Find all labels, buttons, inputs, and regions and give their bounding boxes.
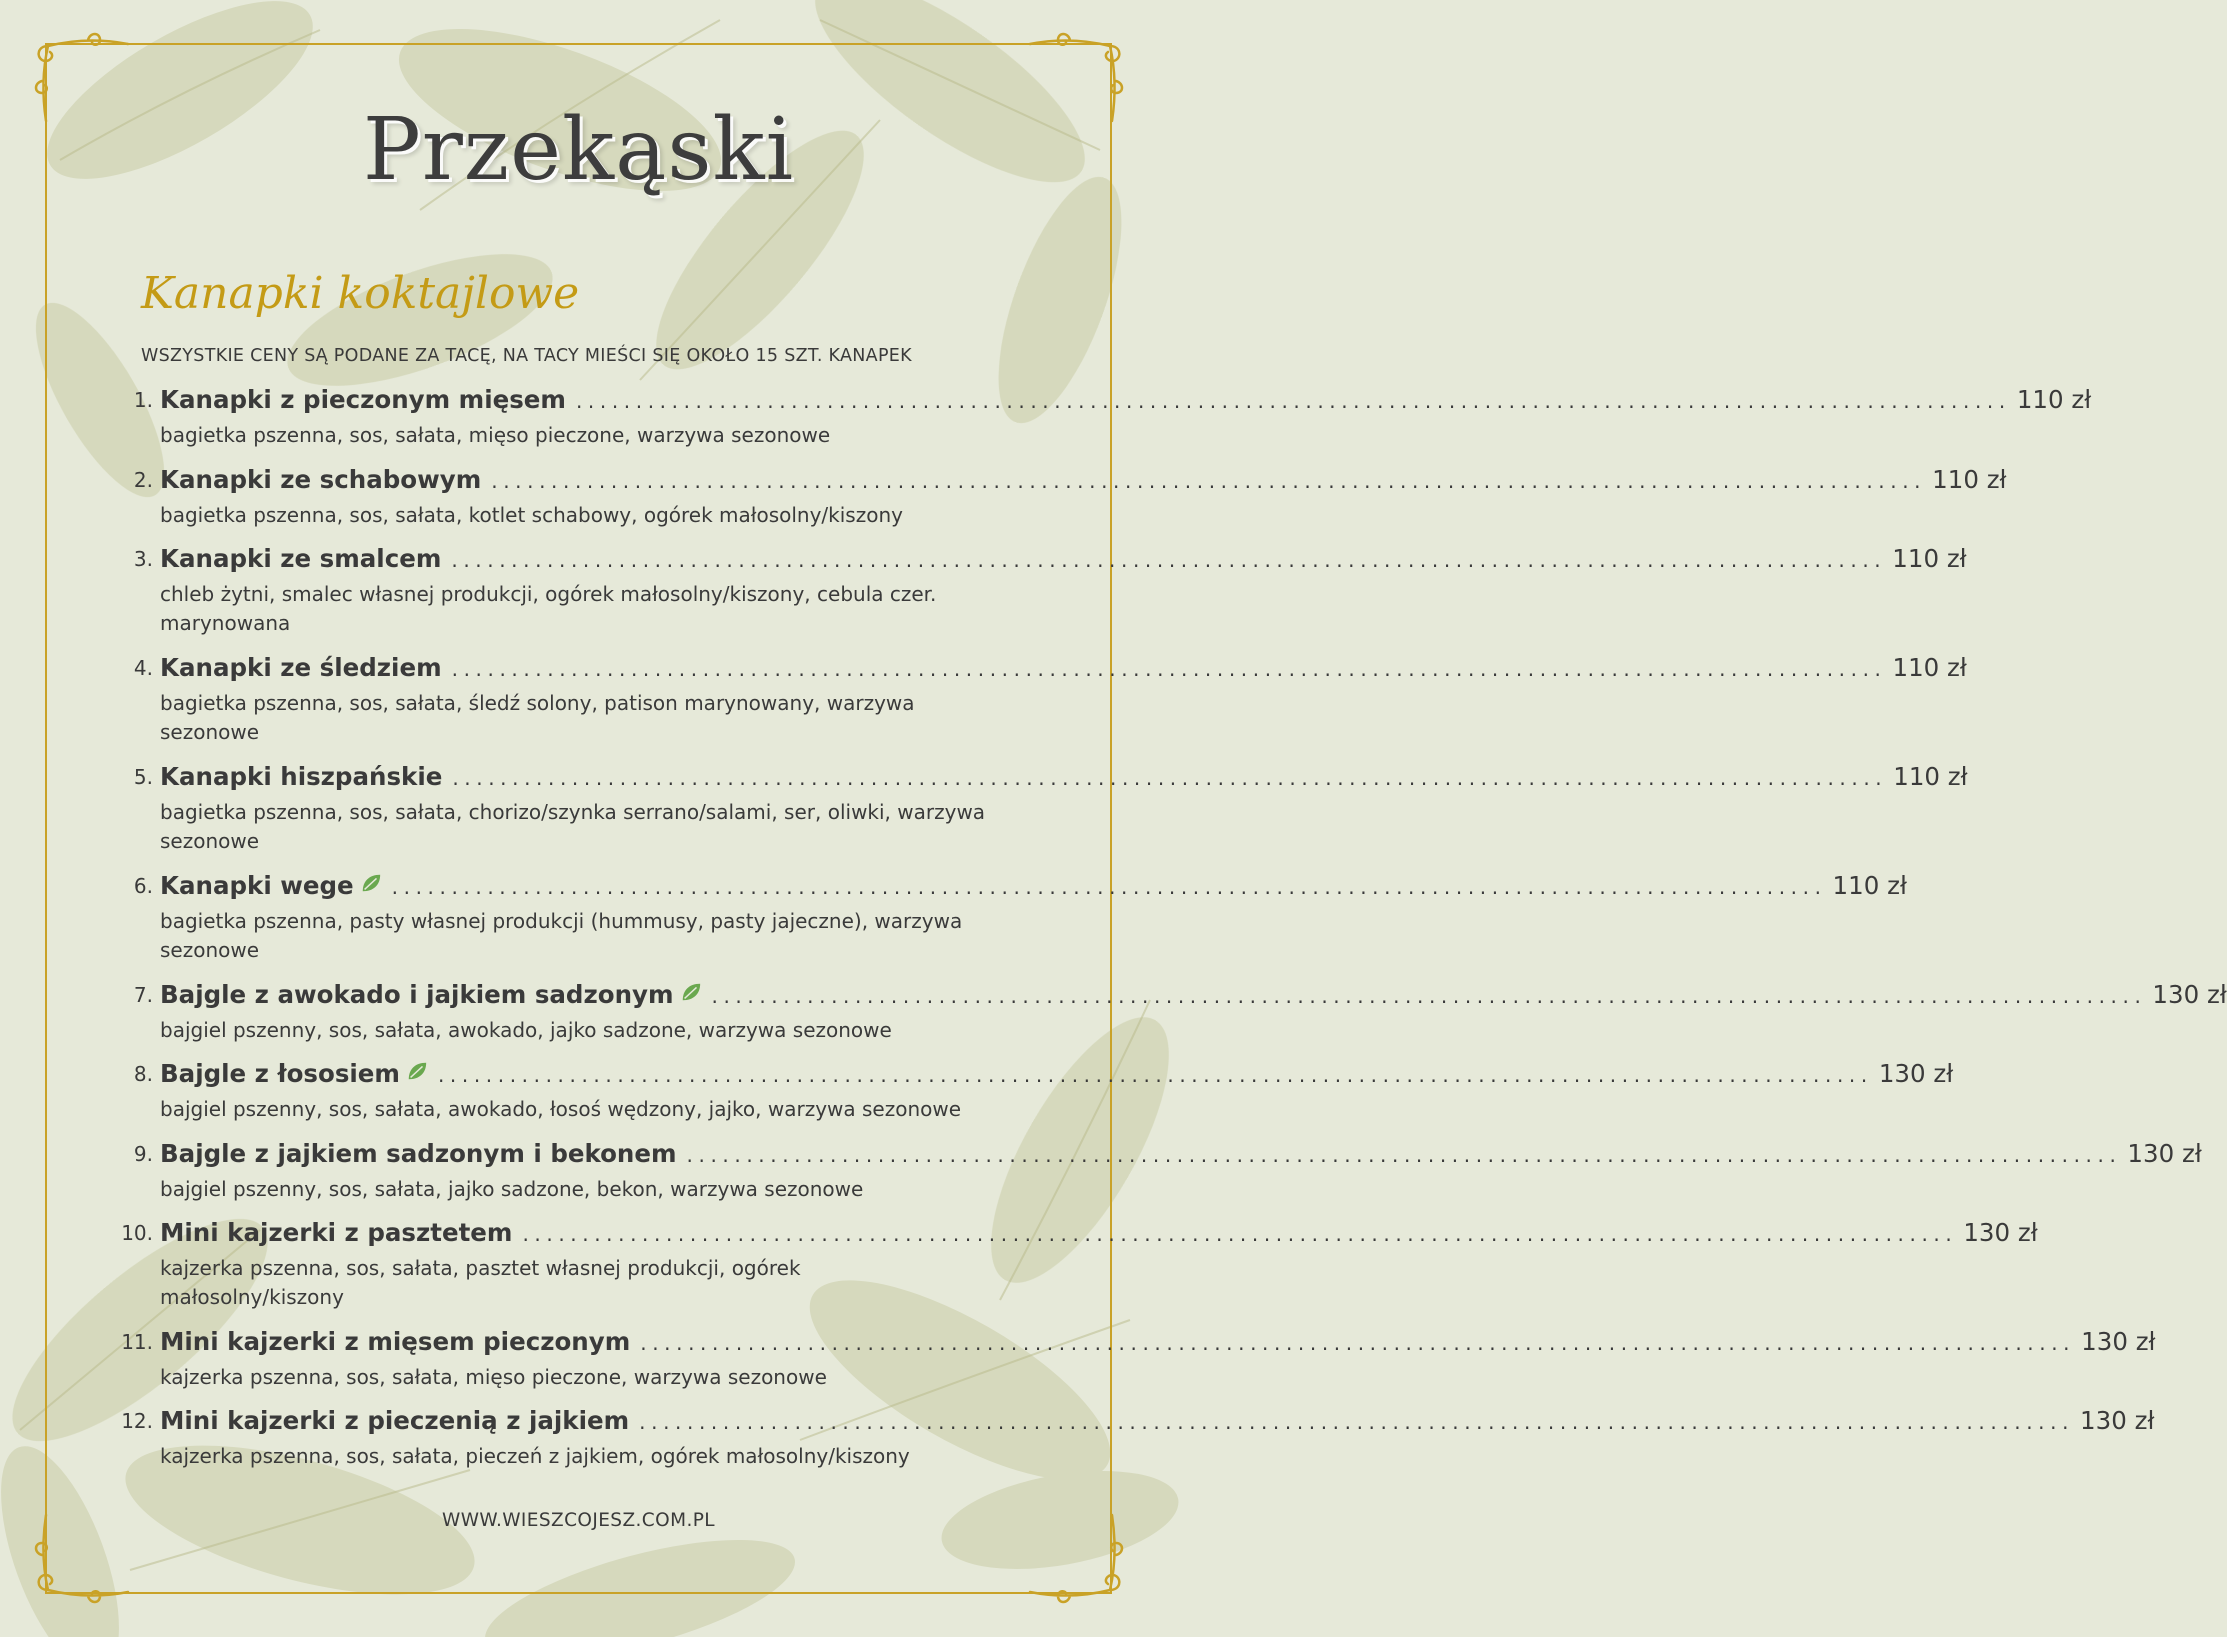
- item-name: Bajgle z łososiem: [160, 1059, 400, 1088]
- item-description: kajzerka pszenna, sos, sałata, pieczeń z jajkiem, ogórek małosolny/kiszony: [160, 1444, 910, 1468]
- item-description: kajzerka pszenna, sos, sałata, pasztet własnej produkcji, ogórek małosolny/kiszony: [160, 1256, 801, 1309]
- item-name: Kanapki z pieczonym mięsem: [160, 385, 566, 414]
- pricing-note: WSZYSTKIE CENY SĄ PODANE ZA TACĘ, NA TACY MIEŚCI SIĘ OKOŁO 15 SZT. KANAPEK: [141, 346, 912, 366]
- item-number: 8.: [133, 1062, 153, 1086]
- item-heading-line: [160, 1218, 2038, 1252]
- dot-leader: ........................................................................................................................: [711, 984, 2147, 1008]
- item-name: Mini kajzerki z pieczenią z jajkiem: [160, 1406, 630, 1435]
- item-heading-line: [160, 653, 1967, 687]
- item-name: Bajgle z awokado i jajkiem sadzonym: [160, 980, 674, 1009]
- item-price: 110 zł: [2016, 385, 2092, 414]
- item-description: chleb żytni, smalec własnej produkcji, ogórek małosolny/kiszony, cebula czer. marynowana: [160, 582, 937, 635]
- item-number: 1.: [133, 388, 153, 412]
- dot-leader: ........................................................................................................................: [639, 1410, 2075, 1434]
- item-price: 110 zł: [1932, 465, 2007, 494]
- item-description: kajzerka pszenna, sos, sałata, mięso pieczone, warzywa sezonowe: [160, 1365, 827, 1389]
- vegetarian-leaf-icon: [680, 981, 702, 1003]
- item-number: 7.: [133, 983, 153, 1007]
- item-heading-line: [160, 385, 2092, 419]
- vegetarian-leaf-icon: [406, 1060, 428, 1082]
- item-number: 3.: [133, 547, 153, 571]
- item-description: bagietka pszenna, sos, sałata, kotlet schabowy, ogórek małosolny/kiszony: [160, 503, 903, 527]
- item-heading-line: [160, 1327, 2156, 1361]
- item-price: 110 zł: [1892, 544, 1967, 573]
- item-heading-line: [160, 980, 2227, 1014]
- item-number: 12.: [121, 1409, 153, 1433]
- item-name: Kanapki ze schabowym: [160, 465, 482, 494]
- item-description: bagietka pszenna, sos, sałata, chorizo/szynka serrano/salami, ser, oliwki, warzywa sezonowe: [160, 800, 986, 853]
- item-price: 110 zł: [1892, 653, 1967, 682]
- item-description: bajgiel pszenny, sos, sałata, jajko sadzone, bekon, warzywa sezonowe: [160, 1177, 864, 1201]
- dot-leader: ........................................................................................................................: [686, 1143, 2122, 1167]
- item-price: 110 zł: [1832, 871, 1907, 900]
- dot-leader: ........................................................................................................................: [391, 875, 1827, 899]
- dot-leader: ........................................................................................................................: [451, 657, 1887, 681]
- item-price: 110 zł: [1893, 762, 1968, 791]
- item-name: Kanapki ze śledziem: [160, 653, 442, 682]
- dot-leader: ........................................................................................................................: [452, 766, 1888, 790]
- item-heading-line: [160, 544, 1967, 578]
- item-number: 11.: [121, 1330, 153, 1354]
- item-number: 9.: [133, 1142, 153, 1166]
- item-price: 130 zł: [2152, 980, 2227, 1009]
- item-name: Mini kajzerki z mięsem pieczonym: [160, 1327, 631, 1356]
- item-number: 2.: [133, 468, 153, 492]
- item-heading-line: [160, 1406, 2155, 1440]
- item-price: 130 zł: [2080, 1406, 2155, 1435]
- item-number: 5.: [133, 765, 153, 789]
- item-description: bajgiel pszenny, sos, sałata, awokado, łosoś wędzony, jajko, warzywa sezonowe: [160, 1097, 962, 1121]
- item-price: 130 zł: [2081, 1327, 2156, 1356]
- dot-leader: ........................................................................................................................: [522, 1222, 1958, 1246]
- item-number: 4.: [133, 656, 153, 680]
- dot-leader: ........................................................................................................................: [437, 1063, 1873, 1087]
- dot-leader: ........................................................................................................................: [575, 389, 2011, 413]
- page-title: Przekąski: [362, 100, 795, 200]
- vegetarian-leaf-icon: [360, 872, 382, 894]
- website-footer: WWW.WIESZCOJESZ.COM.PL: [442, 1510, 715, 1531]
- dot-leader: ........................................................................................................................: [491, 469, 1927, 493]
- item-name: Mini kajzerki z pasztetem: [160, 1218, 513, 1247]
- item-description: bagietka pszenna, sos, sałata, mięso pieczone, warzywa sezonowe: [160, 423, 831, 447]
- dot-leader: ........................................................................................................................: [451, 548, 1887, 572]
- item-price: 130 zł: [2127, 1139, 2202, 1168]
- item-heading-line: [160, 1139, 2202, 1173]
- item-name: Bajgle z jajkiem sadzonym i bekonem: [160, 1139, 677, 1168]
- item-name: Kanapki ze smalcem: [160, 544, 442, 573]
- item-heading-line: [160, 762, 1968, 796]
- item-name: Kanapki hiszpańskie: [160, 762, 443, 791]
- dot-leader: ........................................................................................................................: [640, 1331, 2076, 1355]
- item-name: Kanapki wege: [160, 871, 354, 900]
- item-description: bagietka pszenna, sos, sałata, śledź solony, patison marynowany, warzywa sezonowe: [160, 691, 915, 744]
- item-heading-line: [160, 871, 1907, 905]
- item-price: 130 zł: [1963, 1218, 2038, 1247]
- item-number: 10.: [121, 1221, 153, 1245]
- item-number: 6.: [133, 874, 153, 898]
- item-price: 130 zł: [1878, 1059, 1954, 1088]
- item-description: bajgiel pszenny, sos, sałata, awokado, jajko sadzone, warzywa sezonowe: [160, 1018, 892, 1042]
- section-title: Kanapki koktajlowe: [141, 268, 580, 319]
- item-heading-line: [160, 465, 2007, 499]
- item-description: bagietka pszenna, pasty własnej produkcji (hummusy, pasty jajeczne), warzywa sezonowe: [160, 909, 963, 962]
- item-heading-line: [160, 1059, 1954, 1093]
